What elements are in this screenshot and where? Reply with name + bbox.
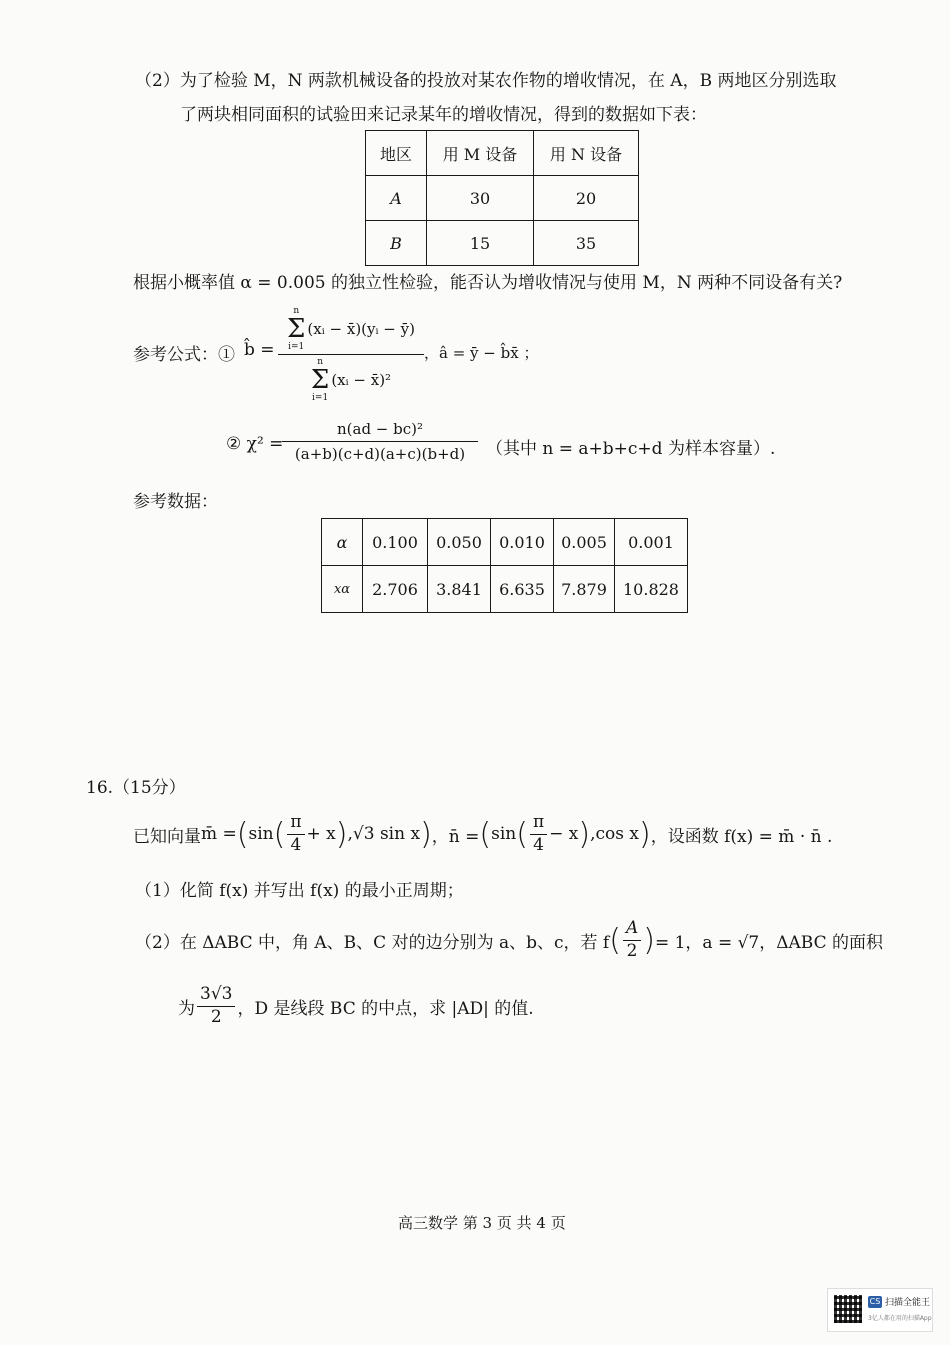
- paren: (: [273, 816, 286, 852]
- yield-table: [365, 130, 639, 266]
- page-footer: 高三数学 第 3 页 共 4 页: [398, 1214, 566, 1232]
- pi-over-4: $\frac{\pi}{4}$: [287, 812, 304, 856]
- part2-prefix: （2）在 ΔABC 中，角 A、B、C 对的边分别为 a、b、c，若 f: [135, 932, 610, 953]
- sum-top: n: [293, 306, 300, 316]
- given-prefix: 已知向量: [133, 826, 201, 847]
- part2-line1: （2）为了检验 M，N 两款机械设备的投放对某农作物的增收情况，在 A，B 两地区分别选取: [135, 71, 837, 91]
- q16-part1: （1）化简 f(x) 并写出 f(x) 的最小正周期；: [135, 881, 464, 901]
- table-header: 用 M 设备: [427, 131, 534, 176]
- n-tail: ,cos x: [590, 824, 639, 844]
- table-cell: 35: [534, 221, 639, 266]
- scanner-tagline: 3亿人都在用的扫描App: [868, 1315, 932, 1322]
- denominator-text: (xᵢ − x̄)²: [331, 371, 392, 389]
- part2-question: 根据小概率值 α = 0.005 的独立性检验，能否认为增收情况与使用 M，N 两种不同设备有关?: [133, 273, 843, 293]
- sin-func: sin: [248, 824, 274, 844]
- area-fraction: $\frac{3√3}{2}$: [197, 984, 235, 1028]
- x-cell: 6.635: [491, 566, 554, 613]
- alpha-cell: 0.050: [428, 519, 491, 566]
- sin-func: sin: [491, 824, 517, 844]
- paren: ): [335, 816, 348, 852]
- table-row: [366, 131, 639, 176]
- chi-numerator: n(ad − bc)²: [282, 420, 478, 442]
- b-hat-fraction: [278, 306, 424, 403]
- critical-value-table: [321, 518, 688, 613]
- chi-label: ② χ² =: [226, 434, 284, 454]
- q16-part2: [135, 914, 883, 966]
- formula-label: 参考公式：①: [133, 345, 235, 365]
- alpha-cell: 0.100: [363, 519, 428, 566]
- q16-part2-cont: [178, 980, 534, 1032]
- numerator-text: (xᵢ − x̄)(yᵢ − ȳ): [307, 320, 415, 338]
- sum-bottom: i=1: [312, 393, 329, 403]
- sigma-numerator: [287, 306, 305, 352]
- pi-over-4: $\frac{\pi}{4}$: [530, 812, 547, 856]
- q16-given: [133, 808, 832, 860]
- x-cell: 2.706: [363, 566, 428, 613]
- paren: ): [578, 816, 591, 852]
- paren: (: [609, 922, 621, 958]
- scanner-badge: CS: [869, 1297, 881, 1306]
- alpha-cell: 0.001: [615, 519, 688, 566]
- sigma-denominator: [311, 357, 329, 403]
- alpha-cell: 0.005: [554, 519, 615, 566]
- chi-denominator: (a+b)(c+d)(a+c)(b+d): [294, 445, 466, 463]
- x-cell: 3.841: [428, 566, 491, 613]
- paren: ): [420, 816, 432, 852]
- x-cell: 7.879: [554, 566, 615, 613]
- function-def: ，设函数 f(x) = m̄ · n̄ .: [650, 826, 833, 847]
- chi-fraction: [282, 420, 478, 463]
- x-header: xα: [322, 566, 363, 613]
- alpha-cell: 0.010: [491, 519, 554, 566]
- sigma-symbol: Σ: [287, 314, 306, 344]
- table-header: 用 N 设备: [534, 131, 639, 176]
- table-cell: 30: [427, 176, 534, 221]
- table-row: [322, 519, 688, 566]
- chi-note: （其中 n = a+b+c+d 为样本容量）.: [486, 439, 776, 459]
- sigma-symbol: Σ: [310, 365, 330, 395]
- sum-bottom: i=1: [288, 342, 305, 352]
- qr-code-icon: [834, 1295, 862, 1323]
- paren: (: [479, 816, 492, 852]
- paren: (: [516, 816, 528, 852]
- b-hat: b̂ =: [244, 340, 275, 360]
- m-plus-x: + x: [306, 824, 336, 844]
- table-row: [366, 221, 639, 266]
- part3-prefix: 为: [178, 998, 195, 1019]
- a-hat: ，â = ȳ − b̂x̄ ；: [424, 344, 539, 362]
- part2-suffix: = 1，a = √7，ΔABC 的面积: [654, 932, 884, 953]
- table-cell: 20: [534, 176, 639, 221]
- table-header: 地区: [366, 131, 427, 176]
- table-cell: 15: [427, 221, 534, 266]
- part3-suffix: ，D 是线段 BC 的中点，求 |AD| 的值.: [237, 998, 534, 1019]
- x-cell: 10.828: [615, 566, 688, 613]
- paren: ): [643, 922, 655, 958]
- n-minus-x: − x: [549, 824, 579, 844]
- m-vector: m̄ =: [201, 824, 237, 844]
- paren: ): [638, 816, 651, 852]
- paren: (: [236, 816, 249, 852]
- table-cell: B: [366, 221, 427, 266]
- ref-data-label: 参考数据：: [133, 492, 218, 512]
- q16-title: 16.（15分）: [86, 778, 186, 798]
- n-vector: ，n̄ =: [431, 826, 480, 847]
- table-row: [322, 566, 688, 613]
- table-row: [366, 176, 639, 221]
- sum-top: n: [317, 357, 324, 367]
- scanner-name: 扫描全能王: [885, 1298, 931, 1308]
- part2-line2: 了两块相同面积的试验田来记录某年的增收情况，得到的数据如下表：: [180, 105, 707, 125]
- a-over-2: $\frac{A}{2}$: [623, 918, 641, 962]
- m-tail: ,√3 sin x: [347, 824, 421, 844]
- table-cell: A: [366, 176, 427, 221]
- alpha-header: α: [322, 519, 363, 566]
- scanner-watermark: [827, 1288, 933, 1332]
